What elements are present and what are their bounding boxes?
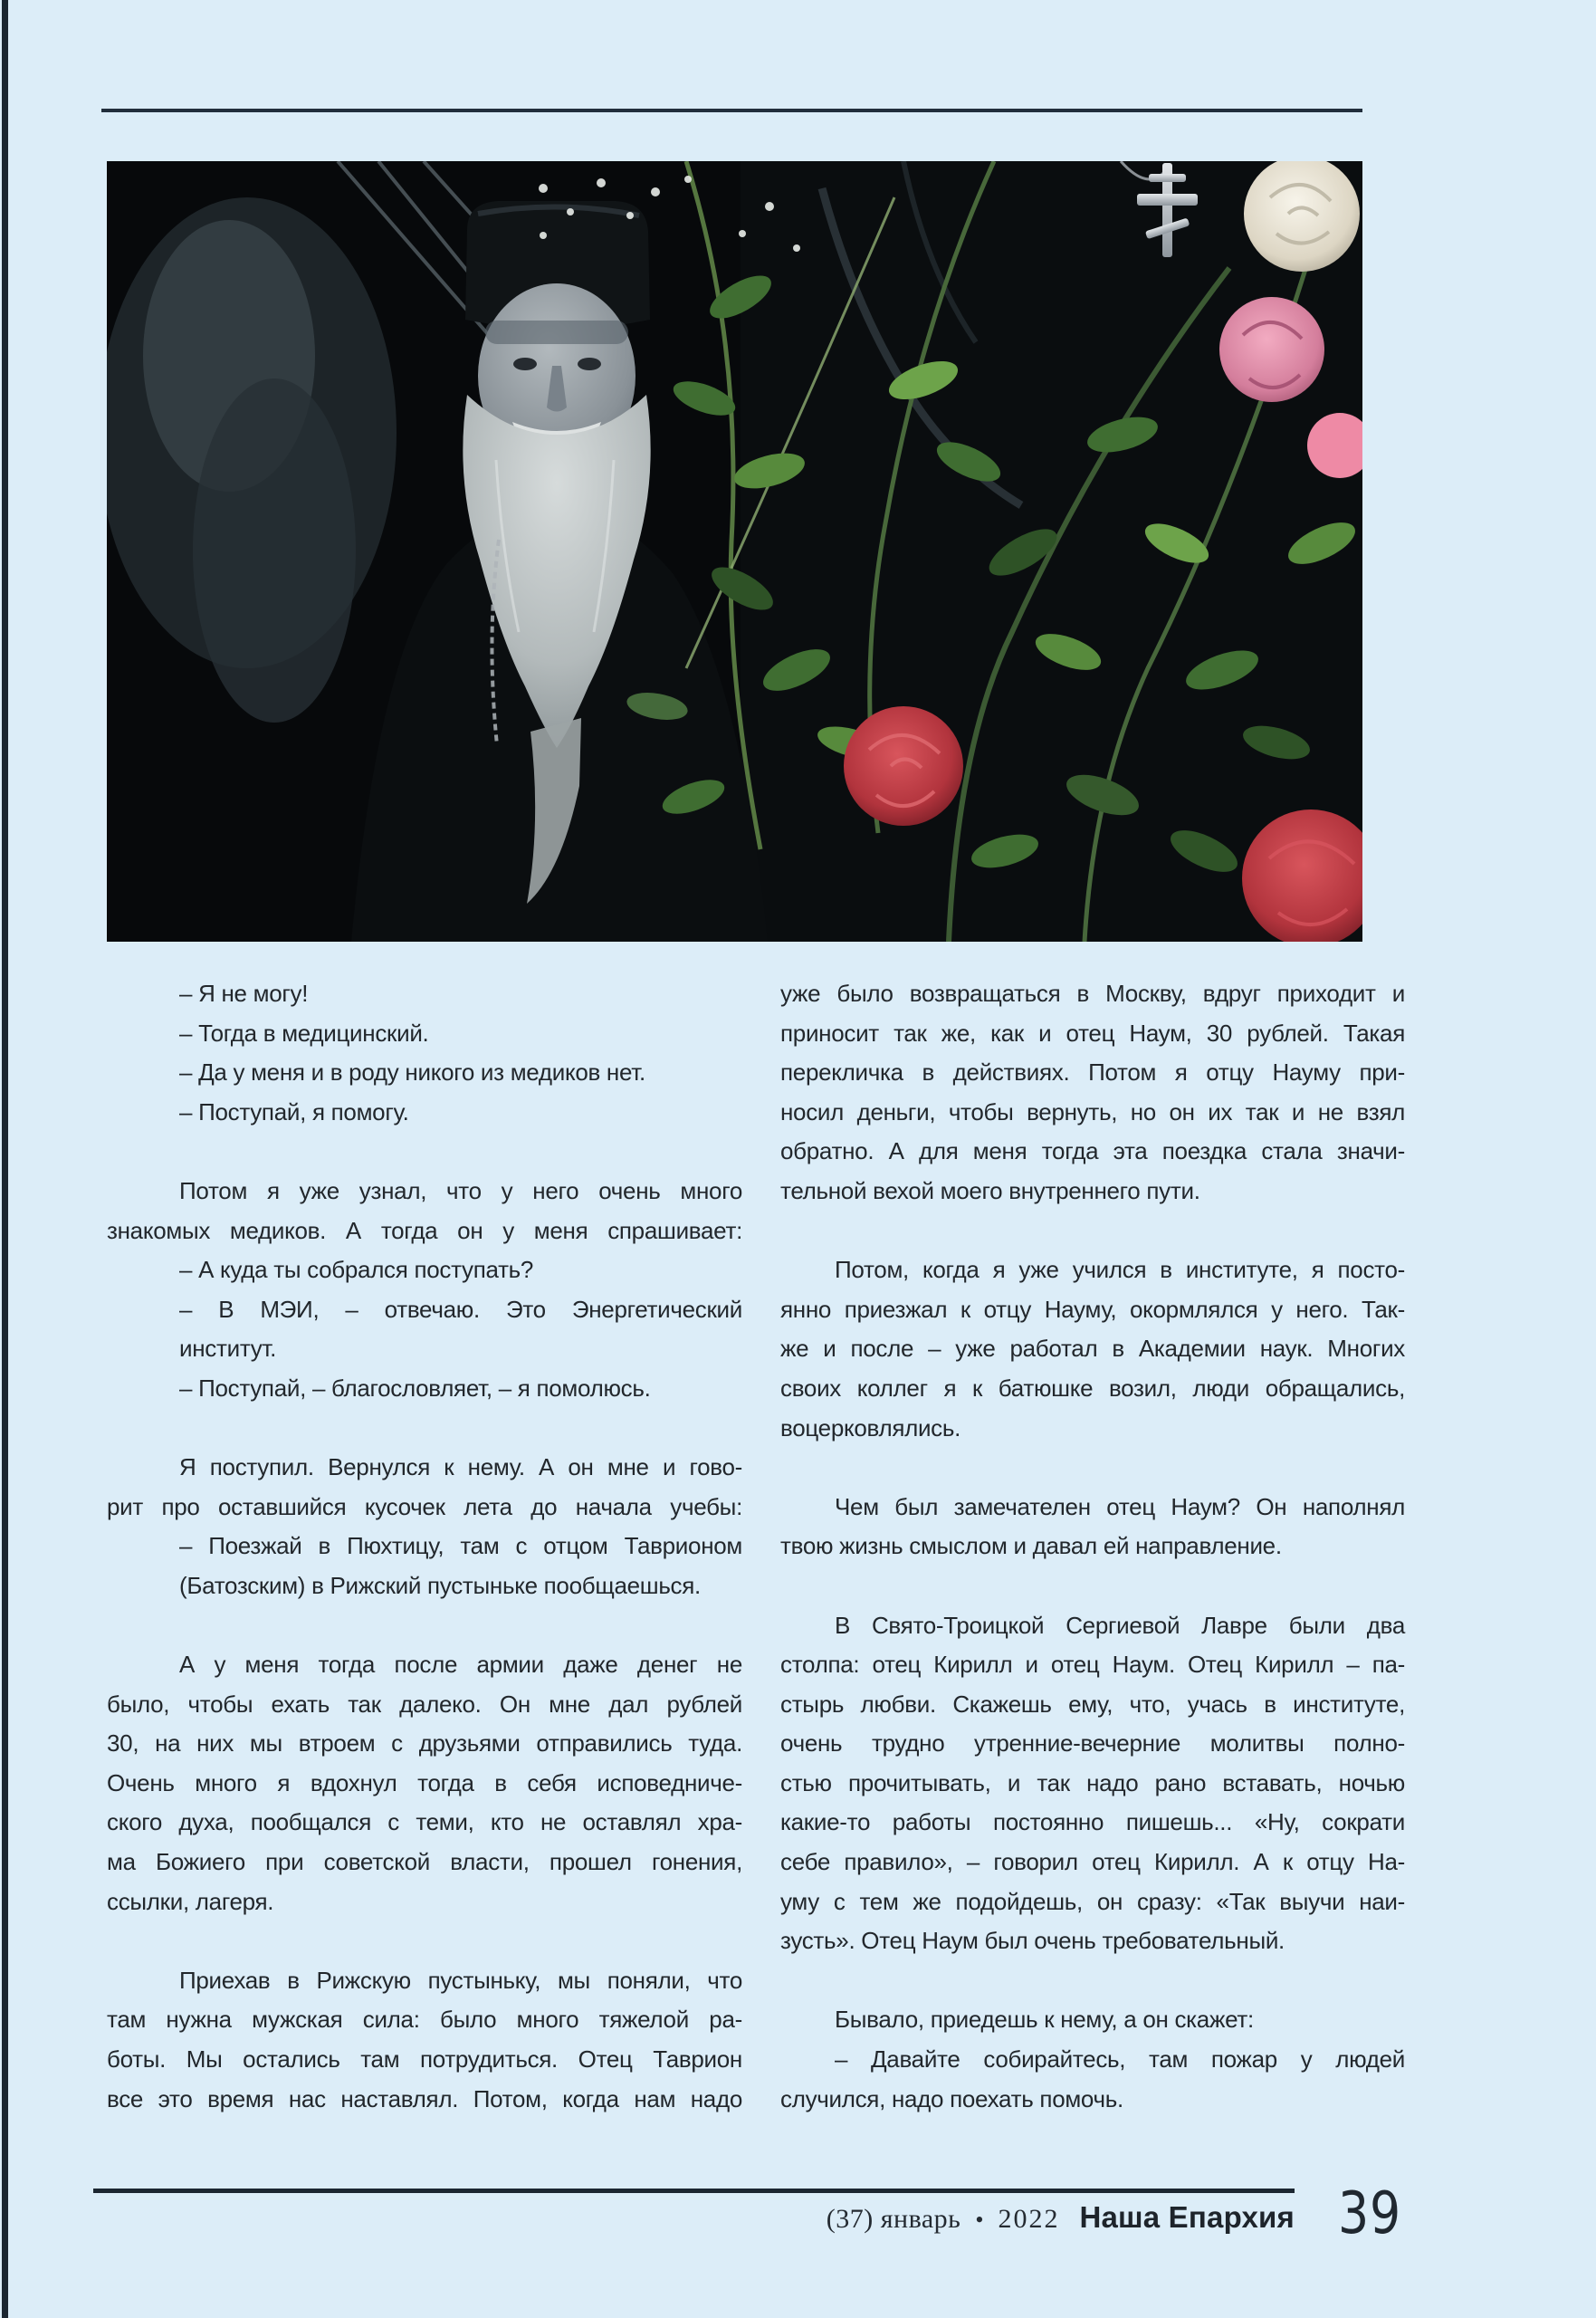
monk-photo-svg	[107, 161, 1362, 942]
paragraph	[107, 1961, 742, 2119]
text-line: уму с тем же подойдешь, он сразу: «Так выучи наи-	[780, 1887, 1405, 1915]
text-line: воцерковлялись.	[780, 1413, 961, 1442]
paragraph	[780, 1606, 1405, 1961]
paragraph	[107, 1172, 742, 1409]
text-line: – Поступай, – благословляет, – я помолюсь.	[179, 1374, 651, 1402]
text-line: случился, надо поехать помочь.	[780, 2084, 1123, 2112]
text-line: там нужна мужская сила: было много тяжелой ра-	[107, 2006, 742, 2034]
text-line: Потом, когда я уже учился в институте, я посто-	[835, 1256, 1405, 1284]
text-line: перекличка в действиях. Потом я отцу Науму при-	[780, 1058, 1405, 1087]
text-line: Чем был замечателен отец Наум? Он наполнял	[835, 1492, 1405, 1520]
paragraph	[107, 1448, 742, 1605]
text-line: Приехав в Рижскую пустыньку, мы поняли, что	[179, 1966, 742, 1994]
text-line: приносит так же, как и отец Наум, 30 рублей. Такая	[780, 1019, 1405, 1047]
text-line: (Батозским) в Рижский пустыньке пообщаешься.	[179, 1571, 701, 1599]
text-line: себе правило», – говорил отец Кирилл. А к отцу На-	[780, 1848, 1405, 1876]
paragraph	[780, 1250, 1405, 1448]
text-line: – Да у меня и в роду никого из медиков нет.	[179, 1058, 645, 1087]
monk-portrait-photo	[107, 161, 1362, 942]
footer	[827, 2200, 1295, 2235]
text-line: зусть». Отец Наум был очень требовательный.	[780, 1927, 1285, 1955]
text-line: стырь любви. Скажешь ему, что, учась в институте,	[780, 1690, 1405, 1718]
text-line: Бывало, приедешь к нему, а он скажет:	[835, 2006, 1254, 2034]
paragraph	[780, 1488, 1405, 1566]
rose-white	[1244, 161, 1360, 272]
footer-year: 2022	[998, 2204, 1060, 2234]
footer-issue: (37) январь	[826, 2204, 961, 2234]
text-line: – В МЭИ, – отвечаю. Это Энергетический	[179, 1295, 742, 1323]
paragraph	[780, 2000, 1405, 2119]
text-line: ма Божиего при советской власти, прошел гонения,	[107, 1848, 742, 1876]
paragraph	[107, 1645, 742, 1921]
text-line: боты. Мы остались там потрудиться. Отец Таврион	[107, 2045, 742, 2074]
rose-red-center	[844, 706, 963, 826]
text-line: – Поступай, я помогу.	[179, 1097, 409, 1125]
footer-rule	[93, 2189, 1295, 2193]
text-line: уже было возвращаться в Москву, вдруг приходит и	[780, 980, 1405, 1007]
text-line: янно приезжал к отцу Науму, окормлялся у него. Так-	[780, 1295, 1405, 1323]
text-line: какие-то работы постоянно пишешь... «Ну, сократи	[780, 1808, 1405, 1836]
text-line: – Тогда в медицинский.	[179, 1019, 429, 1047]
top-rule	[101, 109, 1362, 112]
text-line: столпа: отец Кирилл и отец Наум. Отец Кирилл – па-	[780, 1651, 1405, 1679]
footer-magazine-title: Наша Епархия	[1079, 2200, 1295, 2234]
text-line: Очень много я вдохнул тогда в себя исповедниче-	[107, 1768, 742, 1796]
text-line: ссылки, лагеря.	[107, 1887, 274, 1915]
page-number: 39	[1338, 2180, 1402, 2247]
text-line: Потом я уже узнал, что у него очень много	[179, 1176, 742, 1204]
text-line: своих коллег я к батюшке возил, люди обращались,	[780, 1374, 1405, 1402]
text-line: очень трудно утренние-вечерние молитвы полно-	[780, 1729, 1405, 1758]
text-line: знакомых медиков. А тогда он у меня спрашивает:	[107, 1216, 742, 1244]
text-line: обратно. А для меня тогда эта поездка стала значи-	[780, 1137, 1405, 1165]
text-line: институт.	[179, 1335, 277, 1363]
left-edge-bar	[2, 0, 8, 2318]
text-line: было, чтобы ехать так далеко. Он мне дал рублей	[107, 1690, 742, 1718]
paragraph	[107, 974, 742, 1132]
text-line: ского духа, пообщался с теми, кто не оставлял хра-	[107, 1808, 742, 1836]
text-line: рит про оставшийся кусочек лета до начала учебы:	[107, 1492, 742, 1520]
text-line: твою жизнь смыслом и давал ей направление.	[780, 1532, 1282, 1560]
text-line: – А куда ты собрался поступать?	[179, 1256, 534, 1284]
text-line: – Я не могу!	[179, 980, 309, 1007]
text-line: же и после – уже работал в Академии наук. Многих	[780, 1335, 1405, 1363]
text-line: – Поезжай в Пюхтицу, там с отцом Таврионом	[179, 1532, 742, 1560]
footer-bullet: •	[975, 2207, 984, 2233]
text-column-right	[780, 974, 1405, 2119]
text-line: носил деньги, чтобы вернуть, но он их так и не взял	[780, 1097, 1405, 1125]
text-line: Я поступил. Вернулся к нему. А он мне и гово-	[179, 1453, 742, 1481]
text-line: тельной вехой моего внутреннего пути.	[780, 1176, 1200, 1204]
text-line: 30, на них мы втроем с друзьями отправились туда.	[107, 1729, 742, 1758]
text-line: стью прочитывать, и так надо рано вставать, ночью	[780, 1768, 1405, 1796]
text-line: В Свято-Троицкой Сергиевой Лавре были два	[835, 1611, 1405, 1639]
paragraph	[780, 974, 1405, 1212]
text-column-left	[107, 974, 742, 2119]
text-line: все это время нас наставлял. Потом, когда нам надо	[107, 2084, 742, 2112]
text-line: – Давайте собирайтесь, там пожар у людей	[835, 2045, 1405, 2074]
text-line: А у меня тогда после армии даже денег не	[179, 1651, 742, 1679]
